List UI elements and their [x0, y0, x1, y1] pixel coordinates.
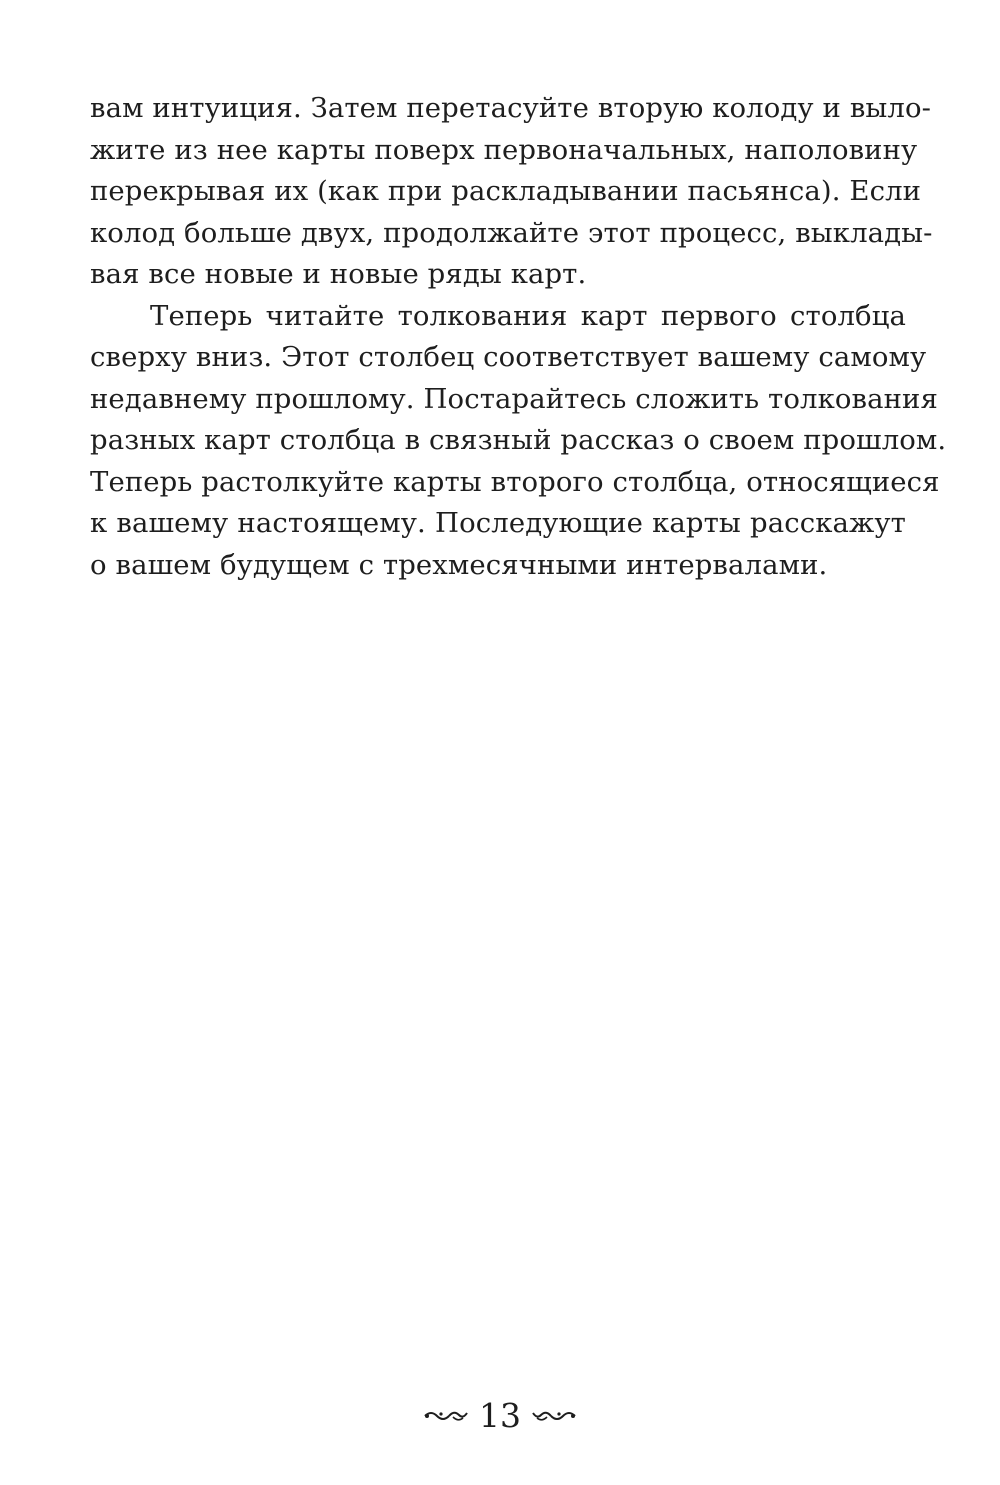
text-line: Теперь растолкуйте карты второго столбца, относящиеся [90, 465, 940, 498]
text-line: разных карт столбца в связный рассказ о своем прошлом. [90, 424, 947, 456]
paragraph-2 [90, 296, 947, 587]
page-number: 13 [479, 1396, 521, 1435]
text-line: недавнему прошлому. Постарайтесь сложить толкования [90, 382, 938, 415]
text-line: перекрывая их (как при раскладывании пасьянса). Если [90, 175, 922, 207]
body-text [90, 88, 947, 586]
paragraph-1 [90, 88, 933, 296]
text-line: жите из нее карты поверх первоначальных, наполовину [90, 133, 918, 166]
text-line: сверху вниз. Этот столбец соответствует вашему самому [90, 341, 927, 373]
page-footer [0, 1393, 1000, 1439]
ornament-right-icon [531, 1408, 577, 1424]
text-line: вая все новые и новые ряды карт. [90, 258, 587, 290]
text-line: колод больше двух, продолжайте этот процесс, выклады- [90, 216, 933, 249]
text-line: вам интуиция. Затем перетасуйте вторую колоду и выло- [90, 92, 932, 124]
text-line: Теперь читайте толкования карт первого столбца [150, 299, 906, 332]
text-line: о вашем будущем с трехмесячными интервалами. [90, 548, 828, 581]
ornament-left-icon [423, 1408, 469, 1424]
text-line: к вашему настоящему. Последующие карты расскажут [90, 507, 906, 539]
